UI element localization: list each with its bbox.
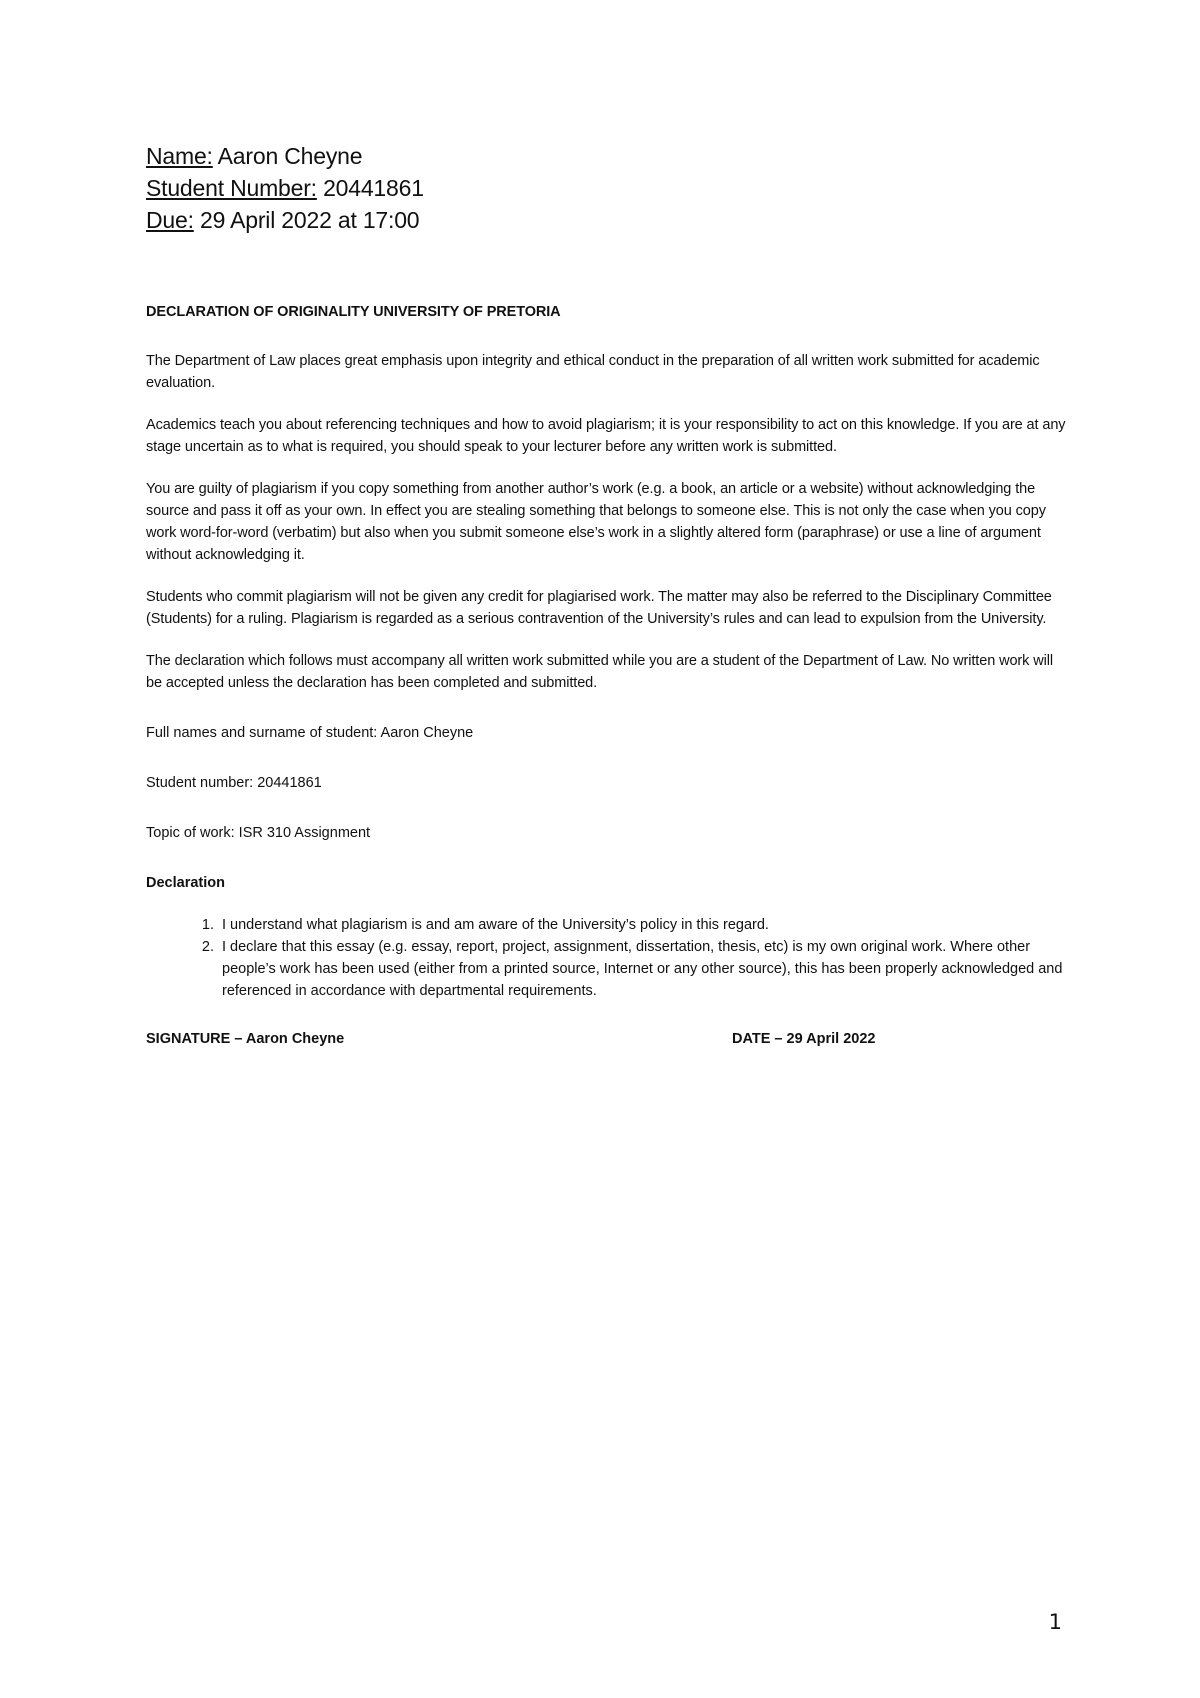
due-label: Due: (146, 207, 194, 233)
signature-row (146, 1028, 1070, 1050)
page-number: 1 (1048, 1610, 1062, 1634)
date-text: DATE – 29 April 2022 (732, 1031, 876, 1047)
paragraph: The declaration which follows must accompany all written work submitted while you are a student of the Department of Law. No written work will be accepted unless the declaration has been completed and submitted. (146, 653, 1053, 691)
topic-field: Topic of work: ISR 310 Assignment (146, 825, 371, 841)
student-header (146, 140, 1070, 236)
name-line (146, 140, 1070, 172)
document-content (146, 140, 1070, 1050)
student-number-line (146, 172, 1070, 204)
due-value: 29 April 2022 at 17:00 (193, 207, 420, 233)
name-label: Name: (146, 143, 213, 169)
student-number-label: Student Number: (146, 175, 317, 201)
due-line (146, 204, 1070, 236)
full-names-field: Full names and surname of student: Aaron Cheyne (146, 725, 474, 741)
declaration-list (146, 914, 1070, 1002)
signature-text: SIGNATURE – Aaron Cheyne (146, 1031, 345, 1047)
document-title: DECLARATION OF ORIGINALITY UNIVERSITY OF PRETORIA (146, 304, 561, 320)
list-item: 1. I understand what plagiarism is and am aware of the University’s policy in this regard. (218, 914, 1070, 936)
paragraph: Academics teach you about referencing techniques and how to avoid plagiarism; it is your responsibility to act on this knowledge. If you are at any stage uncertain as to what is required, you should speak to your lecturer before any written work is submitted. (146, 417, 1066, 455)
paragraph: The Department of Law places great emphasis upon integrity and ethical conduct in the preparation of all written work submitted for academic evaluation. (146, 353, 1040, 391)
paragraph: Students who commit plagiarism will not be given any credit for plagiarised work. The matter may also be referred to the Disciplinary Committee (Students) for a ruling. Plagiarism is regarded as a serious contravention of the University’s rules and can lead to expulsion from the University. (146, 589, 1052, 627)
student-number-field: Student number: 20441861 (146, 775, 322, 791)
name-value: Aaron Cheyne (212, 143, 363, 169)
paragraph: You are guilty of plagiarism if you copy something from another author’s work (e.g. a book, an article or a website) without acknowledging the source and pass it off as your own. In effect you are stealing something that belongs to someone else. This is not only the case when you copy work word-for-word (verbatim) but also when you submit someone else’s work in a slightly altered form (paraphrase) or use a line of argument without acknowledging it. (146, 481, 1046, 563)
student-number-value: 20441861 (316, 175, 424, 201)
list-item: 2. I declare that this essay (e.g. essay, report, project, assignment, dissertation, thesis, etc) is my own original work. Where other people’s work has been used (either from a printed source, Internet or any other source), this has been properly acknowledged and referenced in accordance with departmental requirements. (218, 936, 1070, 1002)
declaration-heading: Declaration (146, 875, 225, 891)
